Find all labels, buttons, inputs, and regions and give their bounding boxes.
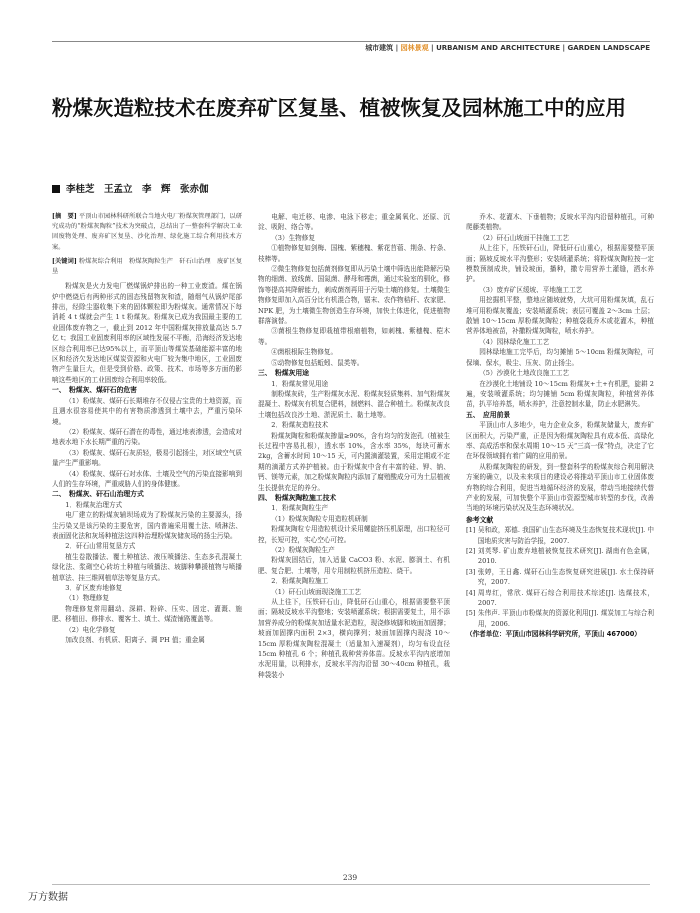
section-heading: 二、 粉煤灰、矸石山治理方式 (52, 490, 144, 499)
brand-watermark: 万方数据 (28, 892, 68, 903)
body-paragraph: 粉煤灰陶粒专用造粒机设计采用螺旋挤压机原理，出口粒径可控，长短可控，实心空心可控。 (258, 525, 450, 544)
reference-item (466, 546, 654, 567)
reference-item (466, 525, 654, 546)
reference-text: 周卑红，常欣. 煤矸石综合利用技术综述[J]. 选煤技术，2007. (477, 588, 654, 608)
body-paragraph: ③菌根生物修复即栽植带根瘤植物，如刺槐、紫穗槐、桤木等。 (258, 327, 450, 346)
body-paragraph: 电厂建立的粉煤灰辅坝场成为了粉煤灰污染的主要源头，扬尘污染又是该污染的主要危害，国内普遍采用覆土法、喷淋法、表面固化法和灰场种植法这四种治理粉煤灰储灰场的扬尘污染。 (52, 511, 242, 540)
body-paragraph: 平顶山市人多地少，电力企业众多，粉煤灰储量大，废弃矿区面积大，污染严重，正是因为粉煤灰陶粒具有成本低、高绿化率、高成活率和保水周期 10～15 天“三高一保”特点，决定了它在环保领域拥有着广阔的应用前景。 (466, 421, 654, 461)
reference-item (466, 567, 654, 588)
body-paragraph: 粉煤灰固结后，加入适量 CaCO3 粉、水泥、膨润土、有机肥、复合肥、土壤等，用专用制粒机挤压造粒、烧干。 (258, 556, 450, 575)
reference-number: [1] (466, 526, 476, 535)
body-paragraph: 2．矸石山常用复垦方式 (65, 542, 136, 551)
body-paragraph: 从上往下，压铁矸石山，降低矸石山重心，根据需要整平顶面；隔坡反坡水平沟整形；安装喷灌系统；将粉煤灰陶粒按一定模数预制成块，铺设坡面，播种，撒专用营养土灌缝，洒水养护。 (466, 244, 654, 284)
text-column-2 (258, 212, 450, 680)
reference-number: [2] (466, 547, 476, 555)
footer-rule (52, 884, 650, 885)
abstract-block (52, 257, 242, 277)
bullet-square-icon (52, 185, 60, 193)
body-paragraph: 3．矿区废弃地修复 (65, 584, 123, 592)
reference-number: [3] (466, 567, 476, 576)
body-paragraph: ②微生物修复包括菌剂修复即从污染土壤中筛选出能降解污染物的细菌、放线菌、国氮菌、酵母和霉菌，通过实验室的驯化，修饰等提高其降解能力，刺成菌剂再用于污染土壤的修复。土壤微生物修复即加入高百分比有机混合物，锯末、农作物秸秆、农家肥、NPK 肥，为土壤微生物创造生存环境，加快土体进化，促进植物群落演替。 (258, 265, 450, 326)
body-paragraph: 1．粉煤灰治理方式 (65, 500, 123, 509)
reference-number: [4] (466, 588, 476, 597)
body-paragraph: （2）矸石山坡面干挂施工工艺 (479, 233, 570, 242)
body-paragraph: （2）粉煤灰陶粒生产 (271, 546, 335, 554)
block-label: [摘 要] (52, 213, 77, 220)
header-category-1: 城市建筑 (365, 44, 394, 52)
body-paragraph: 用挖掘机平整，整地应随坡就势，大坑可用粉煤灰填，乱石堆可用粉煤灰覆盖；安装喷灌系统；表层可覆盖 2～3cm 土层；散铺 10～15cm 厚粉煤灰陶粒；种植袋栽乔木或花灌木，种植营养体地被苗，补撒粉煤灰陶粒，喷水养护。 (466, 296, 654, 336)
section-heading: 一、 粉煤灰、煤矸石的危害 (52, 386, 137, 395)
body-paragraph: （5）沙漠化土地改良施工工艺 (479, 369, 570, 378)
section-heading: 五、 应用前景 (466, 410, 511, 419)
body-paragraph: （1）矸石山坡面现浇施工工艺 (271, 587, 362, 596)
body-paragraph: （2）粉煤灰、煤矸石潜在的毒性，通过地表渗透，会造成对地表水地下水长期严重的污染。 (52, 427, 242, 447)
body-paragraph: 在沙漠化土地铺设 10～15cm 粉煤灰+土+有机肥，旋耕 2 遍，安装喷灌系统；均匀摊铺 5cm 粉煤灰陶粒，种植营养体苗，扒平培养基，喷水养护，注意控制水量，防止水肥淋失。 (466, 379, 654, 409)
body-paragraph: ④菌根根际生物修复。 (271, 348, 338, 357)
body-paragraph: 电解、电迁移、电渗、电泳下移走；重金属氧化、还原、沉淀、吸附、络合等。 (258, 213, 450, 232)
body-paragraph: 制粉煤灰砖，生产粉煤灰水泥、粉煤灰轻质集料、加气粉煤灰混凝土、粉煤灰有机复合肥料，制燃料、混合种植土。粉煤灰改良土壤包括改良沙土地、淤泥质土、黏土地等。 (258, 389, 450, 419)
reference-text: 刘英琴. 矿山废弃地植被恢复技术研究[J]. 湖南有色金属，2010. (477, 547, 654, 566)
header-separator-2: | (428, 44, 437, 52)
body-paragraph: （1）粉煤灰、煤矸石长期堆存不仅侵占宝贵的土地资源，而且遇水很容易使其中的有害物质渗透到土壤中去，严重污染环境。 (52, 396, 242, 426)
reference-number: [5] (466, 609, 476, 618)
body-paragraph: 加改良剂、有机质、阳离子、调 PH 值；重金属 (65, 636, 205, 645)
header-english-2: GARDEN LANDSCAPE (567, 44, 650, 52)
body-paragraph: （3）粉煤灰、煤矸石灰质轻，极易引起扬尘，对区域空气质量产生严重影响。 (52, 448, 242, 468)
body-paragraph: 植生卷散播法、覆土种植法、液压喷播法、生态多孔混凝土绿化法、浆砌空心砖坊土种植与喷播法、坡脚种攀援植物与喷播植草法、挂三维网植草法等复垦方式。 (52, 552, 242, 582)
body-paragraph: 物理修复常用翻动、深耕、粉碎、压实、固定、灌溉、施肥、移植田、修排水、覆客土、填土、煤渣铺路覆盖等。 (52, 604, 242, 624)
reference-item (466, 608, 654, 629)
page-number: 239 (342, 873, 358, 882)
body-paragraph: （1）粉煤灰陶粒专用造粒机研制 (271, 514, 368, 523)
body-paragraph: 2．粉煤灰陶粒施工 (271, 577, 329, 586)
reference-text: 朱伟声. 平顶山市粉煤灰的资源化利用[J]. 煤炭加工与综合利用，2006. (477, 609, 654, 628)
author-affiliation: （作者单位：平顶山市园林科学研究所，平顶山 467000） (466, 630, 641, 639)
text-column-1 (52, 212, 242, 645)
header-category-2: 园林景观 (400, 44, 429, 52)
reference-text: 张婷，王日鑫. 煤矸石山生态恢复研究进展[J]. 水土保持研究，2007. (477, 567, 654, 587)
header-separator-1: | (393, 44, 401, 52)
body-paragraph: 园林绿地施工完毕后，均匀摊铺 5～10cm 粉煤灰陶粒，可保墒、保水，吸尘、压灰、防止扬尘。 (466, 348, 654, 367)
body-paragraph: （3）生物修复 (271, 233, 315, 242)
header-english-1: URBANISM AND ARCHITECTURE (436, 44, 561, 52)
body-paragraph: ①植物修复如剑梅、国槐、紫穗槐、紫花苜蓿、荆条、柠条、枝棒等。 (258, 244, 450, 263)
body-paragraph: 粉煤灰陶粒和粉煤灰掺量≥90%，含有均匀的发泡孔（植被生长过程中容易扎根），透水率 10%，含水率 35%，每块可蓄水 2kg，含蓄水时间 10～15 天，可内置滴灌装置，采用定期或不定期的滴灌方式养护植被。由于粉煤灰中含有丰富的硅、钾、钠、钙、镁等元素，加之粉煤灰陶粒内添加了腐殖酸成分可为土层植被生长提供充足的养分。 (258, 431, 450, 492)
body-paragraph: 乔木、花灌木、下垂植物；反坡水平沟内沿留种植孔，可种爬藤类植物。 (466, 213, 654, 232)
reference-text: 吴和政，郑德. 我国矿山生态环境及生态恢复技术现状[J]. 中国地质灾害与防治学报，2007. (477, 526, 654, 545)
body-paragraph: （4）粉煤灰、煤矸石对水体、土壤及空气的污染直接影响到人们的生存环境，严重威胁人们的身体健康。 (52, 469, 242, 488)
article-title: 粉煤灰造粒技术在废弃矿区复垦、植被恢复及园林施工中的应用 (52, 96, 626, 120)
body-paragraph: 1．粉煤灰常见用途 (271, 379, 329, 388)
running-header (365, 43, 650, 53)
block-label: [关键词] (52, 257, 77, 265)
body-paragraph: 粉煤灰是火力发电厂燃煤锅炉排出的一种工业废渣。煤在锅炉中燃烧后有两种形式的固态残留物灰和渣，随烟气从锅炉尾部排出，经除尘器收集下来的固体颗粒即为粉煤灰。通常情况下每消耗 4 t 煤就会产生 1 t 粉煤灰。粉煤灰已成为我国最主要的工业固体废弃物之一，截止到 2012 年中国粉煤灰排放量高达 5.7 亿 t；我国工业固废利用率的区域性发展不平衡，沿海经济发达地区综合利用率已达95%以上，而平顶山等煤炭基础能源丰富的地区和经济欠发达地区煤炭资源和火电厂较为集中地区，工业固废物产生量巨大，但是受到价格、政策、技术、市场等多方面的影响这些地区的工业固废综合利用率较低。 (52, 282, 242, 384)
block-text: 粉煤灰综合利用 粉煤灰陶粒生产 矸石山治理 废矿区复垦 (52, 257, 243, 276)
section-heading: 四、 粉煤灰陶粒施工技术 (258, 493, 337, 502)
body-paragraph: （2）电化学修复 (65, 625, 116, 634)
author-line (52, 181, 209, 195)
body-paragraph: （1）物理修复 (65, 594, 109, 603)
text-column-3 (466, 212, 654, 640)
header-separator-3: | (560, 44, 568, 52)
body-paragraph: 1．粉煤灰陶粒生产 (271, 504, 329, 513)
references-heading: 参考文献 (466, 515, 494, 524)
body-paragraph: （3）废弃矿区缓坡、平地施工工艺 (479, 285, 583, 294)
body-paragraph: 从上往下，压铁矸石山，降低矸石山重心，根据需要整平顶面；隔坡反坡水平沟整地；安装喷灌系统；根据需要复土，用不添加营养成分的粉煤灰加适量水泥造粒，现浇修坡脚和坡面加固撑；坡面加固撑内面积 2×3，横向撑列；坡面加固撑内现浇 10～15cm 厚粉煤灰陶粒混凝土（适量加入速凝剂），均匀布设直径 15cm 种植孔 6 个；种植孔栽种营养体苗。反坡水平沟内底增加水泥用量，以利排水，反坡水平沟沟沿留 30～40cm 种植孔，栽种袋装小 (258, 598, 450, 679)
body-paragraph: ⑤动物修复包括蚯蚓、鼠类等。 (271, 358, 364, 367)
author-names: 李桂芝 王孟立 李 辉 张赤伽 (66, 184, 209, 195)
body-paragraph: （4）园林绿化施工工艺 (479, 337, 550, 346)
header-rule (52, 41, 650, 42)
abstract-block (52, 212, 242, 253)
section-heading: 三、 粉煤灰用途 (258, 369, 309, 378)
body-paragraph: 从粉煤灰陶粒的研发，到一整套科学的粉煤灰综合利用解决方案的确立，以及未来项目的建设必将推动平顶山市工业固体废弃物的综合利用，促进当地循环经济的发展，带动当地接续代替产业的发展，可加快整个平顶山市资源型城市转型的步伐，改善当地的环境污染状况及生态环境状况。 (466, 462, 654, 513)
body-paragraph: 2．粉煤灰造粒技术 (271, 421, 329, 430)
reference-item (466, 588, 654, 609)
block-text: 平顶山市园林科研所联合当地火电厂粉煤灰管理部门，以研究成功的“粉煤灰陶粒”技术为突破点，总结出了一整套科学解决工业固废物处理、废弃矿区复垦、沙化治理、绿化施工综合利用技术方案。 (52, 213, 243, 251)
